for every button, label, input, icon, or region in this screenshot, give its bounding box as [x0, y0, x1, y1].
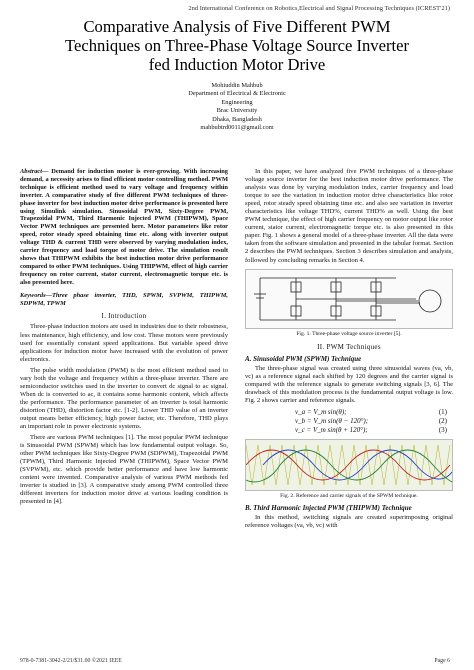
left-column [20, 168, 228, 509]
keywords-label: Keywords— [20, 291, 52, 299]
subsection-heading-spwm: A. Sinusoidal PWM (SPWM) Technique [245, 354, 362, 363]
abstract [20, 168, 228, 287]
spwm-paragraph: The three-phase signal was created using three sinusoidal waves (va, vb, vc) as a reference signal each shifted by 120 degrees and the carrier signal is compared with the reference signals to generate switching signals [3, 6]. The drawback of this modulation process is the fundamental output voltage is low. Fig. 2 shows carrier and reference signals. [245, 364, 453, 404]
footer-page-number: Page 6 [434, 658, 450, 664]
subsection-heading-thipwm: B. Third Harmonic Injected PWM (THIPWM) Technique [245, 503, 412, 512]
right-column [245, 168, 453, 533]
section-heading-introduction: I. Introduction [101, 312, 147, 321]
title-line-2: Techniques on Three-Phase Voltage Source Inverter [65, 36, 409, 55]
keywords-text: Three phase inverter, THD, SPWM, SVPWM, THIPWM, SDPWM, TPWM [20, 291, 228, 307]
title-line-1: Comparative Analysis of Five Different PWM [83, 17, 391, 36]
right-paragraph-1: In this paper, we have analyzed five PWM techniques of a three-phase voltage source inverter for the best induction motor drive performance. The analysis was done by varying modulation index, carrier frequency and load torque to see the variation in induction motor drive characteristics like rotor speed, rotor steady speed obtaining time etc. and also see variation in inverter characteristics like voltage THD%, current THD% as well. Using the best PWM technique, the effect of high carrier frequency on motor output like rotor current, stator current, electromagnetic torque etc. is also presented in this paper. Fig. 1 shows a general model of a three-phase inverter. All the data were taken from the software simulation and presented in the tabular format. Section 2 describes the PWM techniques. Section 3 describes simulation and analysis, followed by concluding remarks in Section 4. [245, 168, 453, 264]
equation-2 [245, 417, 453, 426]
equation-2-number: (2) [438, 416, 447, 425]
figure-1-caption: Fig. 1. Three-phase voltage source inverter [5]. [296, 330, 402, 337]
paper-title [20, 17, 454, 74]
intro-paragraph-2: The pulse width modulation (PWM) is the most efficient method used to vary both the voltage and frequency within a three-phase inverter. There are semiconductor switches used in the inverter to convert dc signal to ac signal. When dc is converted to ac, it contains some harmonic content, which affects the performance. The performance parameter of an inverter is total harmonic distortion (THD), distortion factor etc. [1-2]. Lower THD value of an inverter output means better efficiency, high power factor, etc. Therefore, THD plays an important role in power electronic systems. [20, 366, 228, 431]
equation-1-expr: v_a = V_m sin(θ); [295, 407, 347, 416]
conference-header: 2nd International Conference on Robotics,Electrical and Signal Processing Techniques (ICREST'21) [188, 5, 450, 12]
equation-1-number: (1) [438, 407, 447, 416]
equation-2-expr: v_b = V_m sin(θ − 120°); [295, 416, 369, 425]
author-dept-2: Engineering [221, 98, 253, 106]
keywords [20, 292, 228, 308]
equation-3-expr: v_c = V_m sin(θ + 120°); [295, 425, 368, 434]
figure-2-spwm-waveforms [245, 439, 453, 491]
author-university: Brac University [216, 107, 258, 115]
author-email: mahbubtrd0011@gmail.com [200, 124, 274, 132]
figure-1-inverter-schematic [245, 269, 453, 329]
author-city: Dhaka, Bangladesh [212, 115, 262, 123]
author-block [150, 82, 324, 132]
spwm-waveforms-svg [246, 440, 452, 490]
intro-paragraph-3: There are various PWM techniques [1]. The most popular PWM technique is Sinusoidal PWM (SPWM) which has low fundamental output voltage. So, other PWM techniques like Sixty-Degree PWM (SDPWM), Trapezoidal PWM (TPWM), Third Harmonic Injected PWM (THIPWM), Space Vector PWM (SVPWM), etc. which provide better performance and have low harmonic content were invented. Comparative analysis of various PWM methods fed inverter is studied in [3]. A comparative study among PWM controlled three different inverters for induction motor drive at various loading condition is presented in [4]. [20, 434, 228, 506]
footer-copyright: 978-0-7381-3042-2/21/$31.00 ©2021 IEEE [20, 658, 122, 664]
equation-list [245, 408, 453, 435]
author-name: Mohiuddin Mahbub [211, 82, 263, 89]
equation-1 [245, 408, 453, 417]
equation-3 [245, 426, 453, 435]
equation-3-number: (3) [438, 425, 447, 434]
thipwm-paragraph: In this method, switching signals are created superimposing original reference voltages (va, vb, vc) with [245, 513, 453, 529]
figure-2-caption: Fig. 2. Reference and carrier signals of the SPWM technique. [280, 492, 418, 499]
abstract-body: — Demand for induction motor is ever-growing. With increasing demand, a necessity arises to find efficient motor controlling method. PWM technique is efficient method used to vary voltage and frequency within inverter. A comparative study of five different PWM techniques of three-phase inverter for best induction motor drive performance is presented here using Simulink simulation. Sinusoidal PWM, Sixty-Degree PWM, Trapezoidal PWM, Third Harmonic Injected PWM (THIPWM), Space Vector PWM techniques are presented here. Motor parameters like rotor speed, rotor steady speed obtaining time etc. along with inverter output voltage THD & current THD were observed by varying modulation index, carrier frequency and load torque of motor drive. The simulation result shows that THIPWM exhibits the best induction motor drive performance compared to other PWM techniques. Using THIPWM, effect of high carrier frequency on rotor current, stator current, electromagnetic torque etc. is also presented here. [20, 168, 228, 286]
abstract-label: Abstract [20, 168, 43, 175]
section-heading-pwm-techniques: II. PWM Techniques [317, 342, 381, 351]
intro-paragraph-1: Three-phase induction motors are used in industries due to their robustness, less maintenance, high efficiency, and low cost. These motors were previously used for essentially constant speed applications. But variable speed drive applications for induction motor have increased with the evolution of power electronics. [20, 323, 228, 363]
inverter-schematic-svg [246, 270, 452, 328]
title-line-3: fed Induction Motor Drive [148, 55, 326, 74]
author-dept-1: Department of Electrical & Electronic [188, 90, 286, 98]
